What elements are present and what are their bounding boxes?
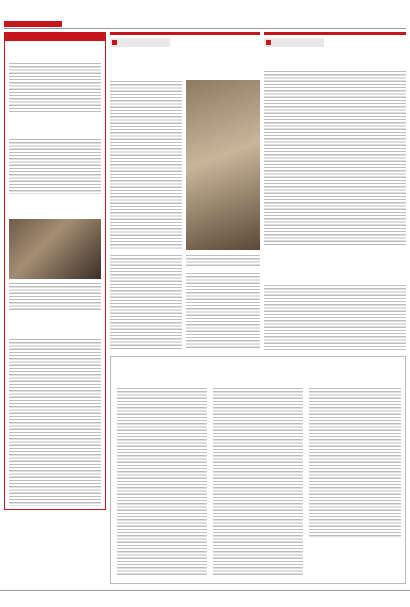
news-photo <box>9 219 101 279</box>
header-rule <box>4 28 406 29</box>
notice-body <box>117 387 207 577</box>
article-body <box>110 254 182 350</box>
news-photo <box>186 80 260 250</box>
notice-body-continued <box>309 387 401 537</box>
middle-news-column <box>110 32 260 352</box>
photo-caption <box>186 254 260 268</box>
column-header-bar <box>5 33 105 41</box>
newspaper-logo <box>4 3 62 23</box>
photo-caption <box>9 282 101 312</box>
section-tag <box>264 38 324 47</box>
right-news-column <box>264 32 406 352</box>
section-rule <box>110 32 260 35</box>
lost-notices <box>4 514 106 584</box>
page-footer <box>0 590 410 607</box>
article-body <box>9 62 101 114</box>
article-body <box>264 284 406 350</box>
notice-body-continued <box>213 387 303 577</box>
article-body <box>264 70 406 246</box>
article-body-continued <box>186 272 260 350</box>
left-news-column <box>4 32 106 510</box>
public-notice <box>110 356 406 584</box>
article-body <box>9 338 101 506</box>
article-body <box>9 138 101 194</box>
logo-subtitle <box>4 21 62 27</box>
section-tag <box>110 38 170 47</box>
section-rule <box>264 32 406 35</box>
article-body <box>110 80 182 250</box>
masthead <box>0 0 410 28</box>
